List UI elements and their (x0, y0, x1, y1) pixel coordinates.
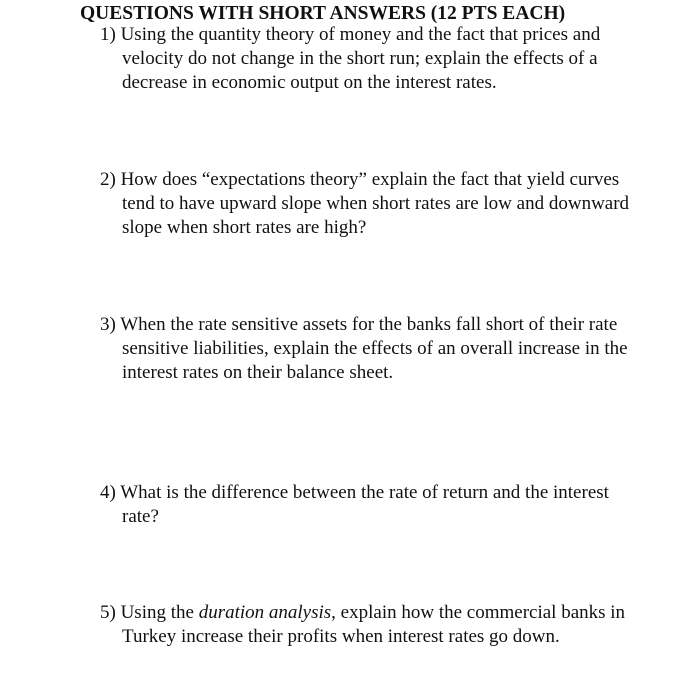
question-text-after: , explain how the commercial banks in Turkey increase their profits when interest rates go down. (122, 602, 626, 647)
question-emphasis: duration analysis (198, 602, 332, 623)
question-number: 3) (100, 314, 116, 335)
question-number: 4) (100, 482, 116, 503)
question-text: What is the difference between the rate of return and the interest rate? (120, 482, 609, 527)
question-3 (100, 313, 632, 385)
section-heading: QUESTIONS WITH SHORT ANSWERS (12 PTS EACH) (80, 3, 566, 24)
question-4 (100, 481, 632, 529)
question-number: 5) (100, 602, 116, 623)
question-text: How does “expectations theory” explain the fact that yield curves tend to have upward slope when short rates are low and downward slope when short rates are high? (120, 169, 630, 238)
question-5 (100, 601, 632, 649)
question-text: Using the quantity theory of money and the fact that prices and velocity do not change in the short run; explain the effects of a decrease in economic output on the interest rates. (120, 24, 601, 93)
question-1 (100, 23, 632, 95)
question-number: 1) (100, 24, 116, 45)
question-2 (100, 168, 632, 240)
question-number: 2) (100, 169, 116, 190)
question-text-before: Using the (120, 602, 199, 623)
question-text: When the rate sensitive assets for the banks fall short of their rate sensitive liabilities, explain the effects of an overall increase in the interest rates on their balance sheet. (120, 314, 628, 383)
